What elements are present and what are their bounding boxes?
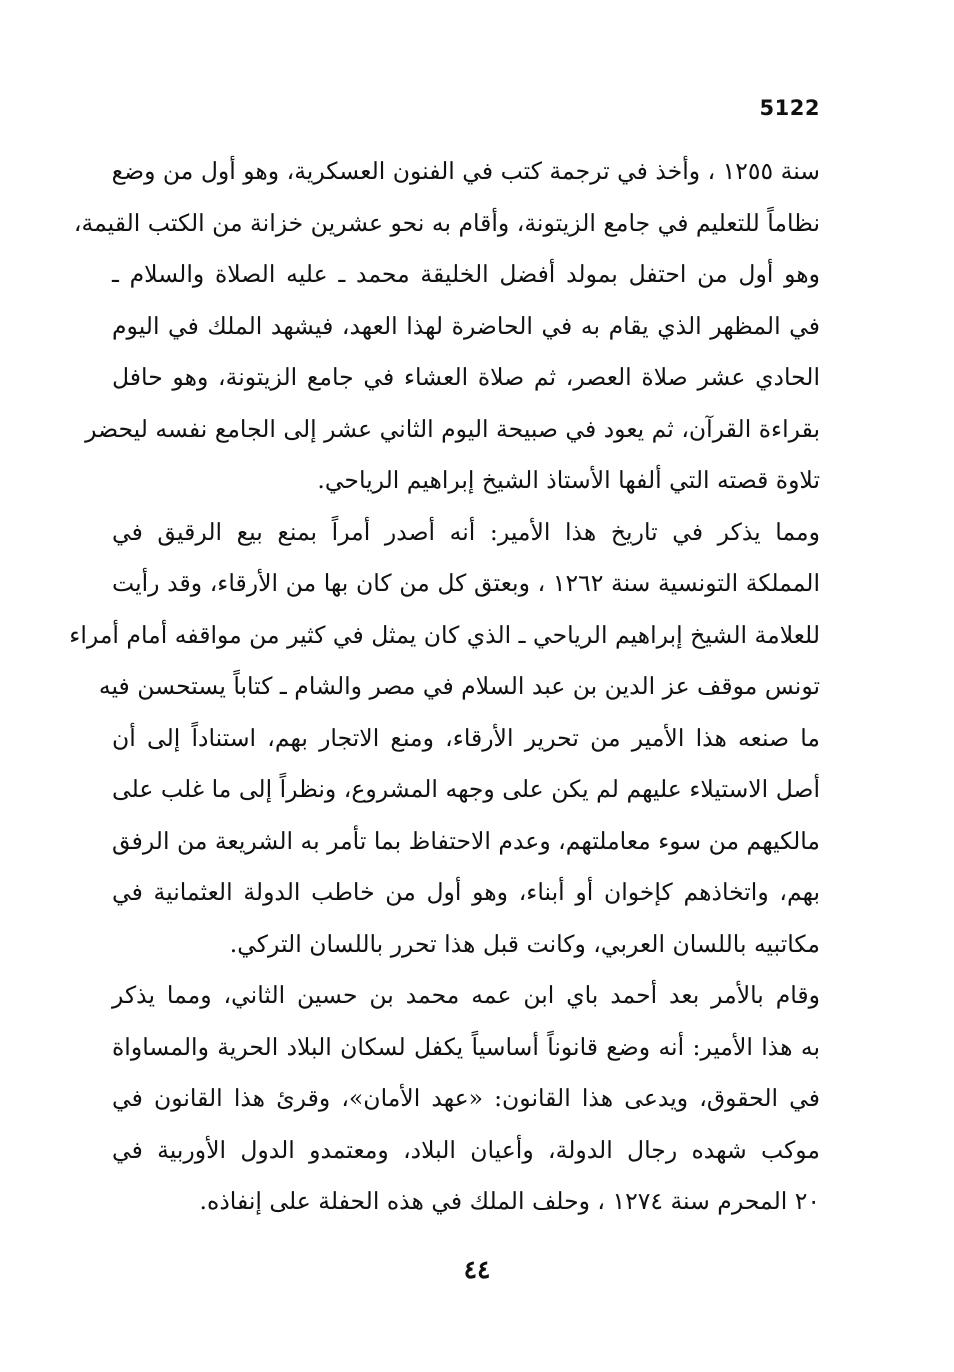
text-line: تونس موقف عز الدين بن عبد السلام في مصر والشام ـ كتاباً يستحسن فيه xyxy=(98,672,820,700)
text-line: سنة ١٢٥٥ ، وأخذ في ترجمة كتب في الفنون العسكرية، وهو أول من وضع xyxy=(111,157,820,185)
text-line: في المظهر الذي يقام به في الحاضرة لهذا العهد، فيشهد الملك في اليوم xyxy=(112,311,820,340)
page-number: ٤٤ xyxy=(463,1255,491,1284)
text-line: ومما يذكر في تاريخ هذا الأمير: أنه أصدر أمراً بمنع بيع الرقيق في xyxy=(112,517,820,546)
text-line: ٢٠ المحرم سنة ١٢٧٤ ، وحلف الملك في هذه الحفلة على إنفاذه. xyxy=(199,1187,820,1215)
text-line: تلاوة قصته التي ألفها الأستاذ الشيخ إبراهيم الرياحي. xyxy=(317,466,820,494)
text-line: موكب شهده رجال الدولة، وأعيان البلاد، ومعتمدو الدول الأوربية في xyxy=(112,1135,820,1164)
text-line: وقام بالأمر بعد أحمد باي ابن عمه محمد بن حسين الثاني، ومما يذكر xyxy=(112,981,820,1009)
text-line: في الحقوق، ويدعى هذا القانون: «عهد الأمان»، وقرئ هذا القانون في xyxy=(112,1084,820,1112)
text-line: للعلامة الشيخ إبراهيم الرياحي ـ الذي كان يمثل في كثير من مواقفه أمام أمراء xyxy=(69,620,820,649)
text-line: ما صنعه هذا الأمير من تحرير الأرقاء، ومنع الاتجار بهم، استناداً إلى أن xyxy=(112,723,820,752)
text-line: المملكة التونسية سنة ١٢٦٢ ، وبعتق كل من كان بها من الأرقاء، وقد رأيت xyxy=(112,569,821,597)
text-line: نظاماً للتعليم في جامع الزيتونة، وأقام به نحو عشرين خزانة من الكتب القيمة، xyxy=(73,208,820,237)
document-id: 5122 xyxy=(759,96,820,120)
text-line: أصل الاستيلاء عليهم لم يكن على وجهه المشروع، ونظراً إلى ما غلب على xyxy=(112,775,820,803)
text-line: الحادي عشر صلاة العصر، ثم صلاة العشاء في جامع الزيتونة، وهو حافل xyxy=(112,363,820,391)
text-line: مكاتبيه باللسان العربي، وكانت قبل هذا تحرر باللسان التركي. xyxy=(229,929,820,958)
text-line: بقراءة القرآن، ثم يعود في صبيحة اليوم الثاني عشر إلى الجامع نفسه ليحضر xyxy=(85,414,820,443)
paragraph xyxy=(69,507,821,971)
paragraph xyxy=(73,146,820,507)
text-line: وهو أول من احتفل بمولد أفضل الخليقة محمد ـ عليه الصلاة والسلام ـ xyxy=(112,260,820,288)
paragraph xyxy=(112,970,820,1228)
text-line: بهم، واتخاذهم كإخوان أو أبناء، وهو أول من خاطب الدولة العثمانية في xyxy=(112,878,820,906)
document-body xyxy=(69,146,821,1228)
text-line: به هذا الأمير: أنه وضع قانوناً أساسياً يكفل لسكان البلاد الحرية والمساواة xyxy=(112,1032,820,1061)
text-line: مالكيهم من سوء معاملتهم، وعدم الاحتفاظ بما تأمر به الشريعة من الرفق xyxy=(112,826,820,855)
